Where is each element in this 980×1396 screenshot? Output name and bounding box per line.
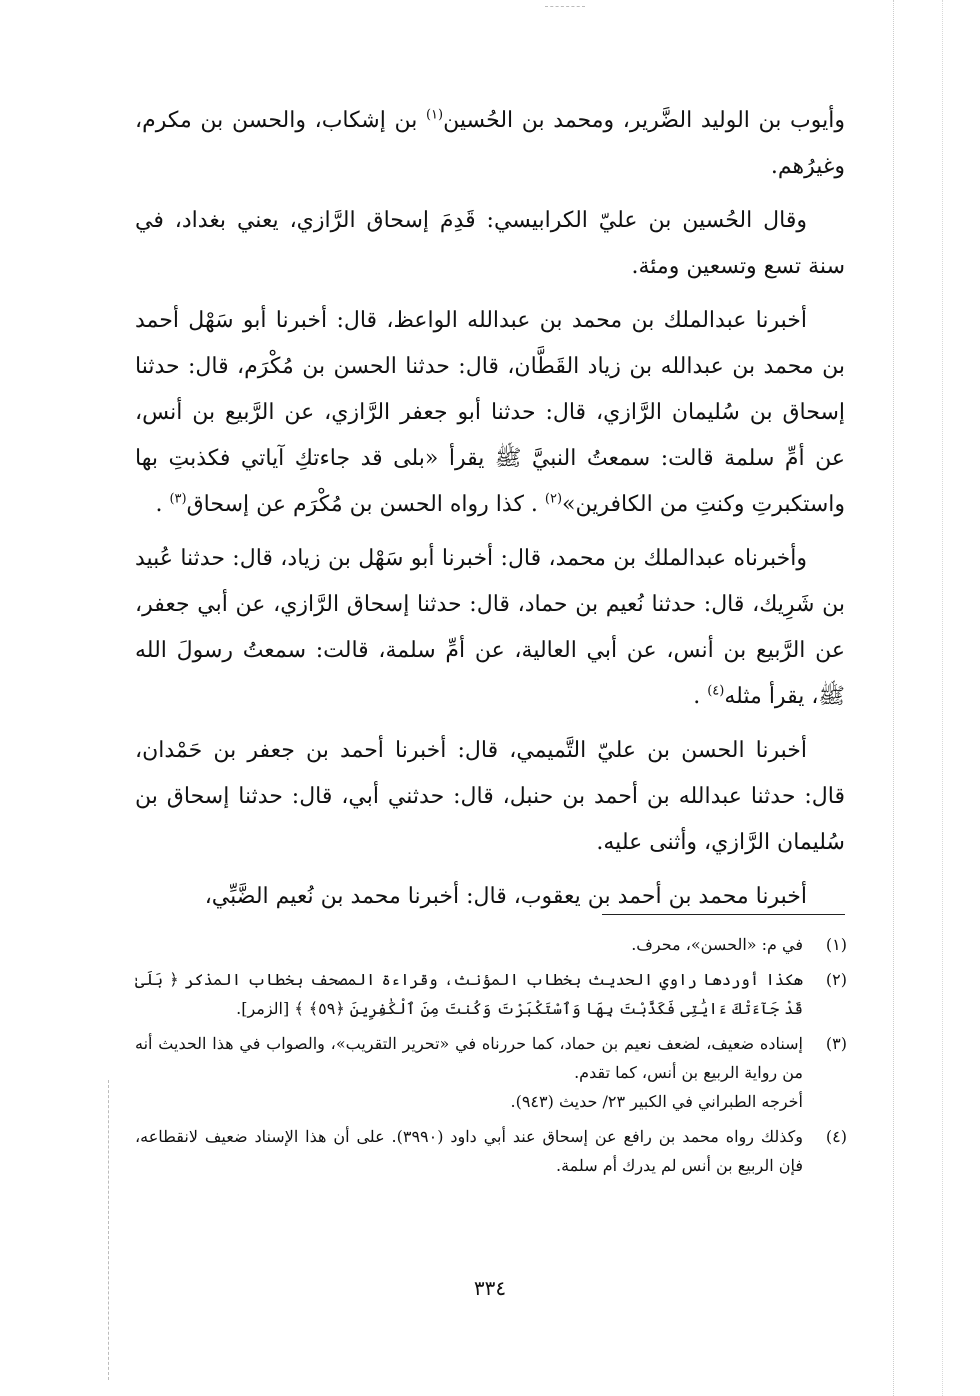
footnote-line: هكذا أوردها راوي الحديث بخطاب المؤنث، وقراءة المصحف بخطاب المذكر ﴿ بَلَىٰ قَدْ جَآءَتْكَ ءَايَٰتِى فَكَذَّبْتَ بِهَا وَٱسْتَكْبَرْتَ وَكُنتَ مِنَ ٱلْكَٰفِرِينَ ﴿٥٩﴾ ﴾ [الزمر]. <box>135 970 803 1018</box>
paragraph-2 <box>135 198 845 290</box>
footnote-number: (٤) <box>825 1127 847 1146</box>
scan-artifact-right <box>893 0 894 1396</box>
paragraph-3 <box>135 298 845 528</box>
paragraph-2-text: وقال الحُسين بن عليّ الكرابيسي: قَدِمَ إسحاق الرَّازي، يعني بغداد، في سنة تسع وتسعين ومئة. <box>135 208 845 279</box>
scan-artifact-left <box>108 1080 109 1380</box>
scan-artifact-right-outer <box>942 0 943 1396</box>
footnote-ref-3: (٣) <box>169 491 187 507</box>
footnote-number: (١) <box>825 935 847 954</box>
main-text <box>135 98 845 928</box>
footnote-ref-2: (٢) <box>544 491 563 507</box>
footnote-body <box>135 965 803 1023</box>
paragraph-4 <box>135 536 845 720</box>
footnote-line: إسناده ضعيف، لضعف نعيم بن حماد، كما حررناه في «تحرير التقريب»، والصواب في هذا الحديث أنه من رواية الربيع بن أنس، كما تقدم. <box>135 1034 803 1082</box>
paragraph-1 <box>135 98 845 190</box>
footnote-number: (٣) <box>825 1034 847 1053</box>
footnote-body <box>135 930 803 959</box>
footnote-3 <box>135 1029 847 1116</box>
paragraph-5-text: أخبرنا الحسن بن عليّ التَّميمي، قال: أخبرنا أحمد بن جعفر بن حَمْدان، قال: حدثنا عبدالله بن أحمد بن حنبل، قال: حدثني أبي، قال: حدثنا إسحاق بن سُليمان الرَّازي، وأثنى عليه. <box>135 738 845 855</box>
footnotes <box>135 930 847 1186</box>
footnote-body <box>135 1122 803 1180</box>
footnote-line: وكذلك رواه محمد بن رافع عن إسحاق عند أبي داود (٣٩٩٠). على أن هذا الإسناد ضعيف لانقطاعه، فإن الربيع بن أنس لم يدرك أم سلمة. <box>135 1127 804 1175</box>
footnote-divider <box>602 914 845 915</box>
footnote-line: في م: «الحسن»، محرف. <box>631 935 803 954</box>
paragraph-3-rest: . كذا رواه الحسن بن مُكْرَم عن إسحاق <box>186 492 545 517</box>
scan-artifact-top <box>545 6 585 7</box>
footnote-body <box>135 1029 803 1116</box>
paragraph-5 <box>135 728 845 866</box>
footnote-ref-4: (٤) <box>707 683 725 699</box>
page-number: ٣٣٤ <box>473 1276 507 1300</box>
paragraph-1-rest: بن إشكاب، والحسن بن مكرم، وغيرُهم. <box>135 108 845 179</box>
paragraph-3-end: . <box>155 492 170 517</box>
footnote-4 <box>135 1122 847 1180</box>
paragraph-3-text: أخبرنا عبدالملك بن محمد بن عبدالله الواعظ، قال: أخبرنا أبو سَهْل أحمد بن محمد بن عبدالله بن زياد القَطَّان، قال: حدثنا الحسن بن مُكْرَم، قال: حدثنا إسحاق بن سُليمان الرَّازي، قال: حدثنا أبو جعفر الرَّازي، عن الرَّبيع بن أنس، عن أمِّ سلمة قالت: سمعتُ النبيَّ ﷺ يقرأ «بلى قد جاءتكِ آياتي فكذبتِ بها واستكبرتِ وكنتِ من الكافرين» <box>135 308 845 517</box>
footnote-number: (٢) <box>825 970 847 989</box>
paragraph-4-text: وأخبرناه عبدالملك بن محمد، قال: أخبرنا أبو سَهْل بن زياد، قال: حدثنا عُبيد بن شَرِيك، قال: حدثنا نُعيم بن حماد، قال: حدثنا إسحاق الرَّازي، عن أبي جعفر، عن الرَّبيع بن أنس، عن أبي العالية، عن أمِّ سلمة، قالت: سمعتُ رسولَ الله ﷺ، يقرأ مثله <box>135 546 845 709</box>
footnote-1 <box>135 930 847 959</box>
paragraph-1-text: وأيوب بن الوليد الضَّرير، ومحمد بن الحُسين <box>443 108 845 133</box>
footnote-line: أخرجه الطبراني في الكبير ٢٣/ حديث (٩٤٣). <box>510 1092 803 1111</box>
footnote-2 <box>135 965 847 1023</box>
paragraph-6-text: أخبرنا محمد بن أحمد بن يعقوب، قال: أخبرنا محمد بن نُعيم الضَّبِّي، <box>204 884 807 909</box>
footnote-ref-1: (١) <box>425 107 444 123</box>
paragraph-4-end: . <box>693 684 708 709</box>
